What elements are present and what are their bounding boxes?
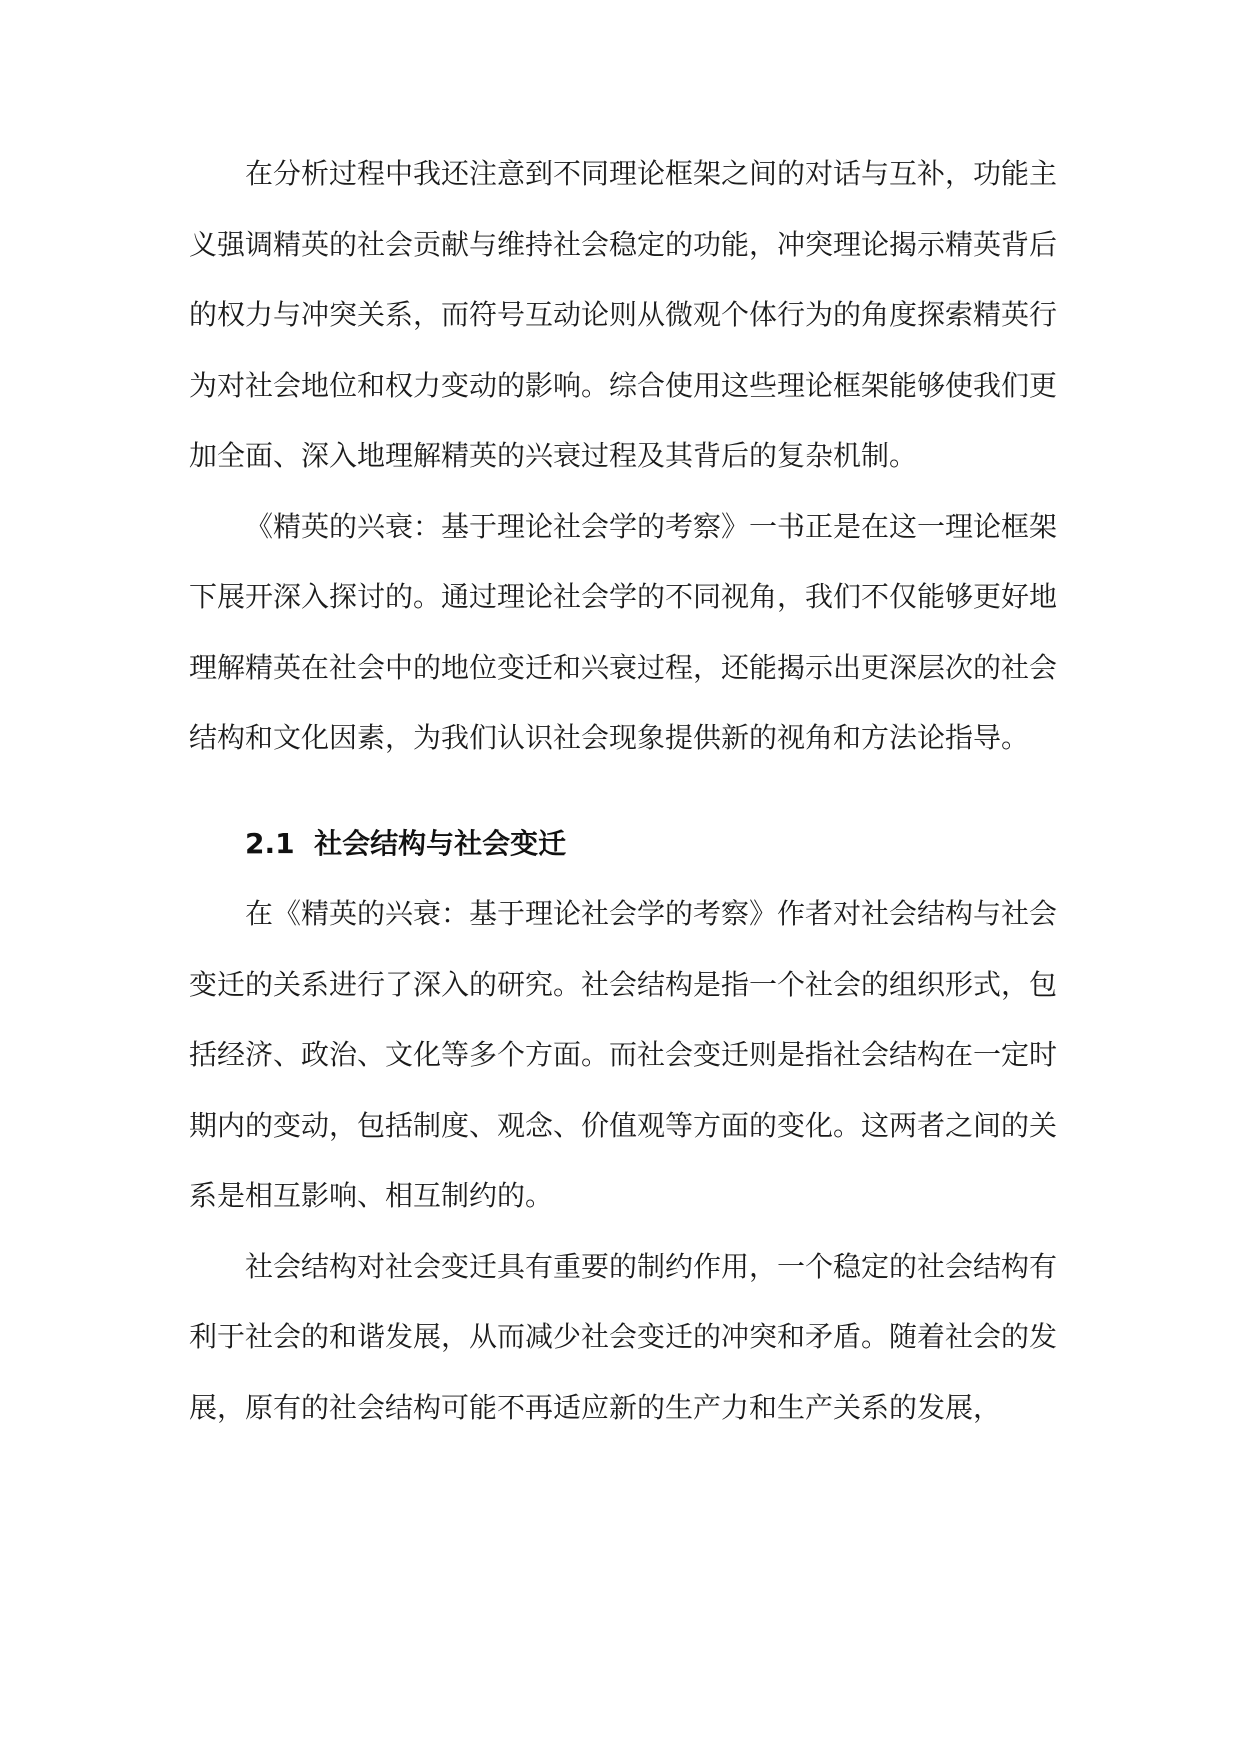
paragraph-theory-dialogue: 在分析过程中我还注意到不同理论框架之间的对话与互补，功能主义强调精英的社会贡献与维持社会稳定的功能，冲突理论揭示精英背后的权力与冲突关系，而符号互动论则从微观个体行为的角度探索精英行为对社会地位和权力变动的影响。综合使用这些理论框架能够使我们更加全面、深入地理解精英的兴衰过程及其背后的复杂机制。: [189, 157, 1058, 472]
section-number: 2.1: [245, 826, 295, 860]
paragraph-structure-change: 在《精英的兴衰：基于理论社会学的考察》作者对社会结构与社会变迁的关系进行了深入的研究。社会结构是指一个社会的组织形式，包括经济、政治、文化等多个方面。而社会变迁则是指社会结构在一定时期内的变动，包括制度、观念、价值观等方面的变化。这两者之间的关系是相互影响、相互制约的。: [189, 897, 1058, 1212]
section-title: 社会结构与社会变迁: [314, 826, 567, 860]
section-heading: [189, 809, 1057, 880]
paragraph-structure-constraint: 社会结构对社会变迁具有重要的制约作用，一个稳定的社会结构有利于社会的和谐发展，从而减少社会变迁的冲突和矛盾。随着社会的发展，原有的社会结构可能不再适应新的生产力和生产关系的发展，: [189, 1249, 1058, 1424]
paragraph-book-intro: 《精英的兴衰：基于理论社会学的考察》一书正是在这一理论框架下展开深入探讨的。通过理论社会学的不同视角，我们不仅能够更好地理解精英在社会中的地位变迁和兴衰过程，还能揭示出更深层次的社会结构和文化因素，为我们认识社会现象提供新的视角和方法论指导。: [189, 509, 1058, 754]
document-body: [189, 139, 1057, 1443]
